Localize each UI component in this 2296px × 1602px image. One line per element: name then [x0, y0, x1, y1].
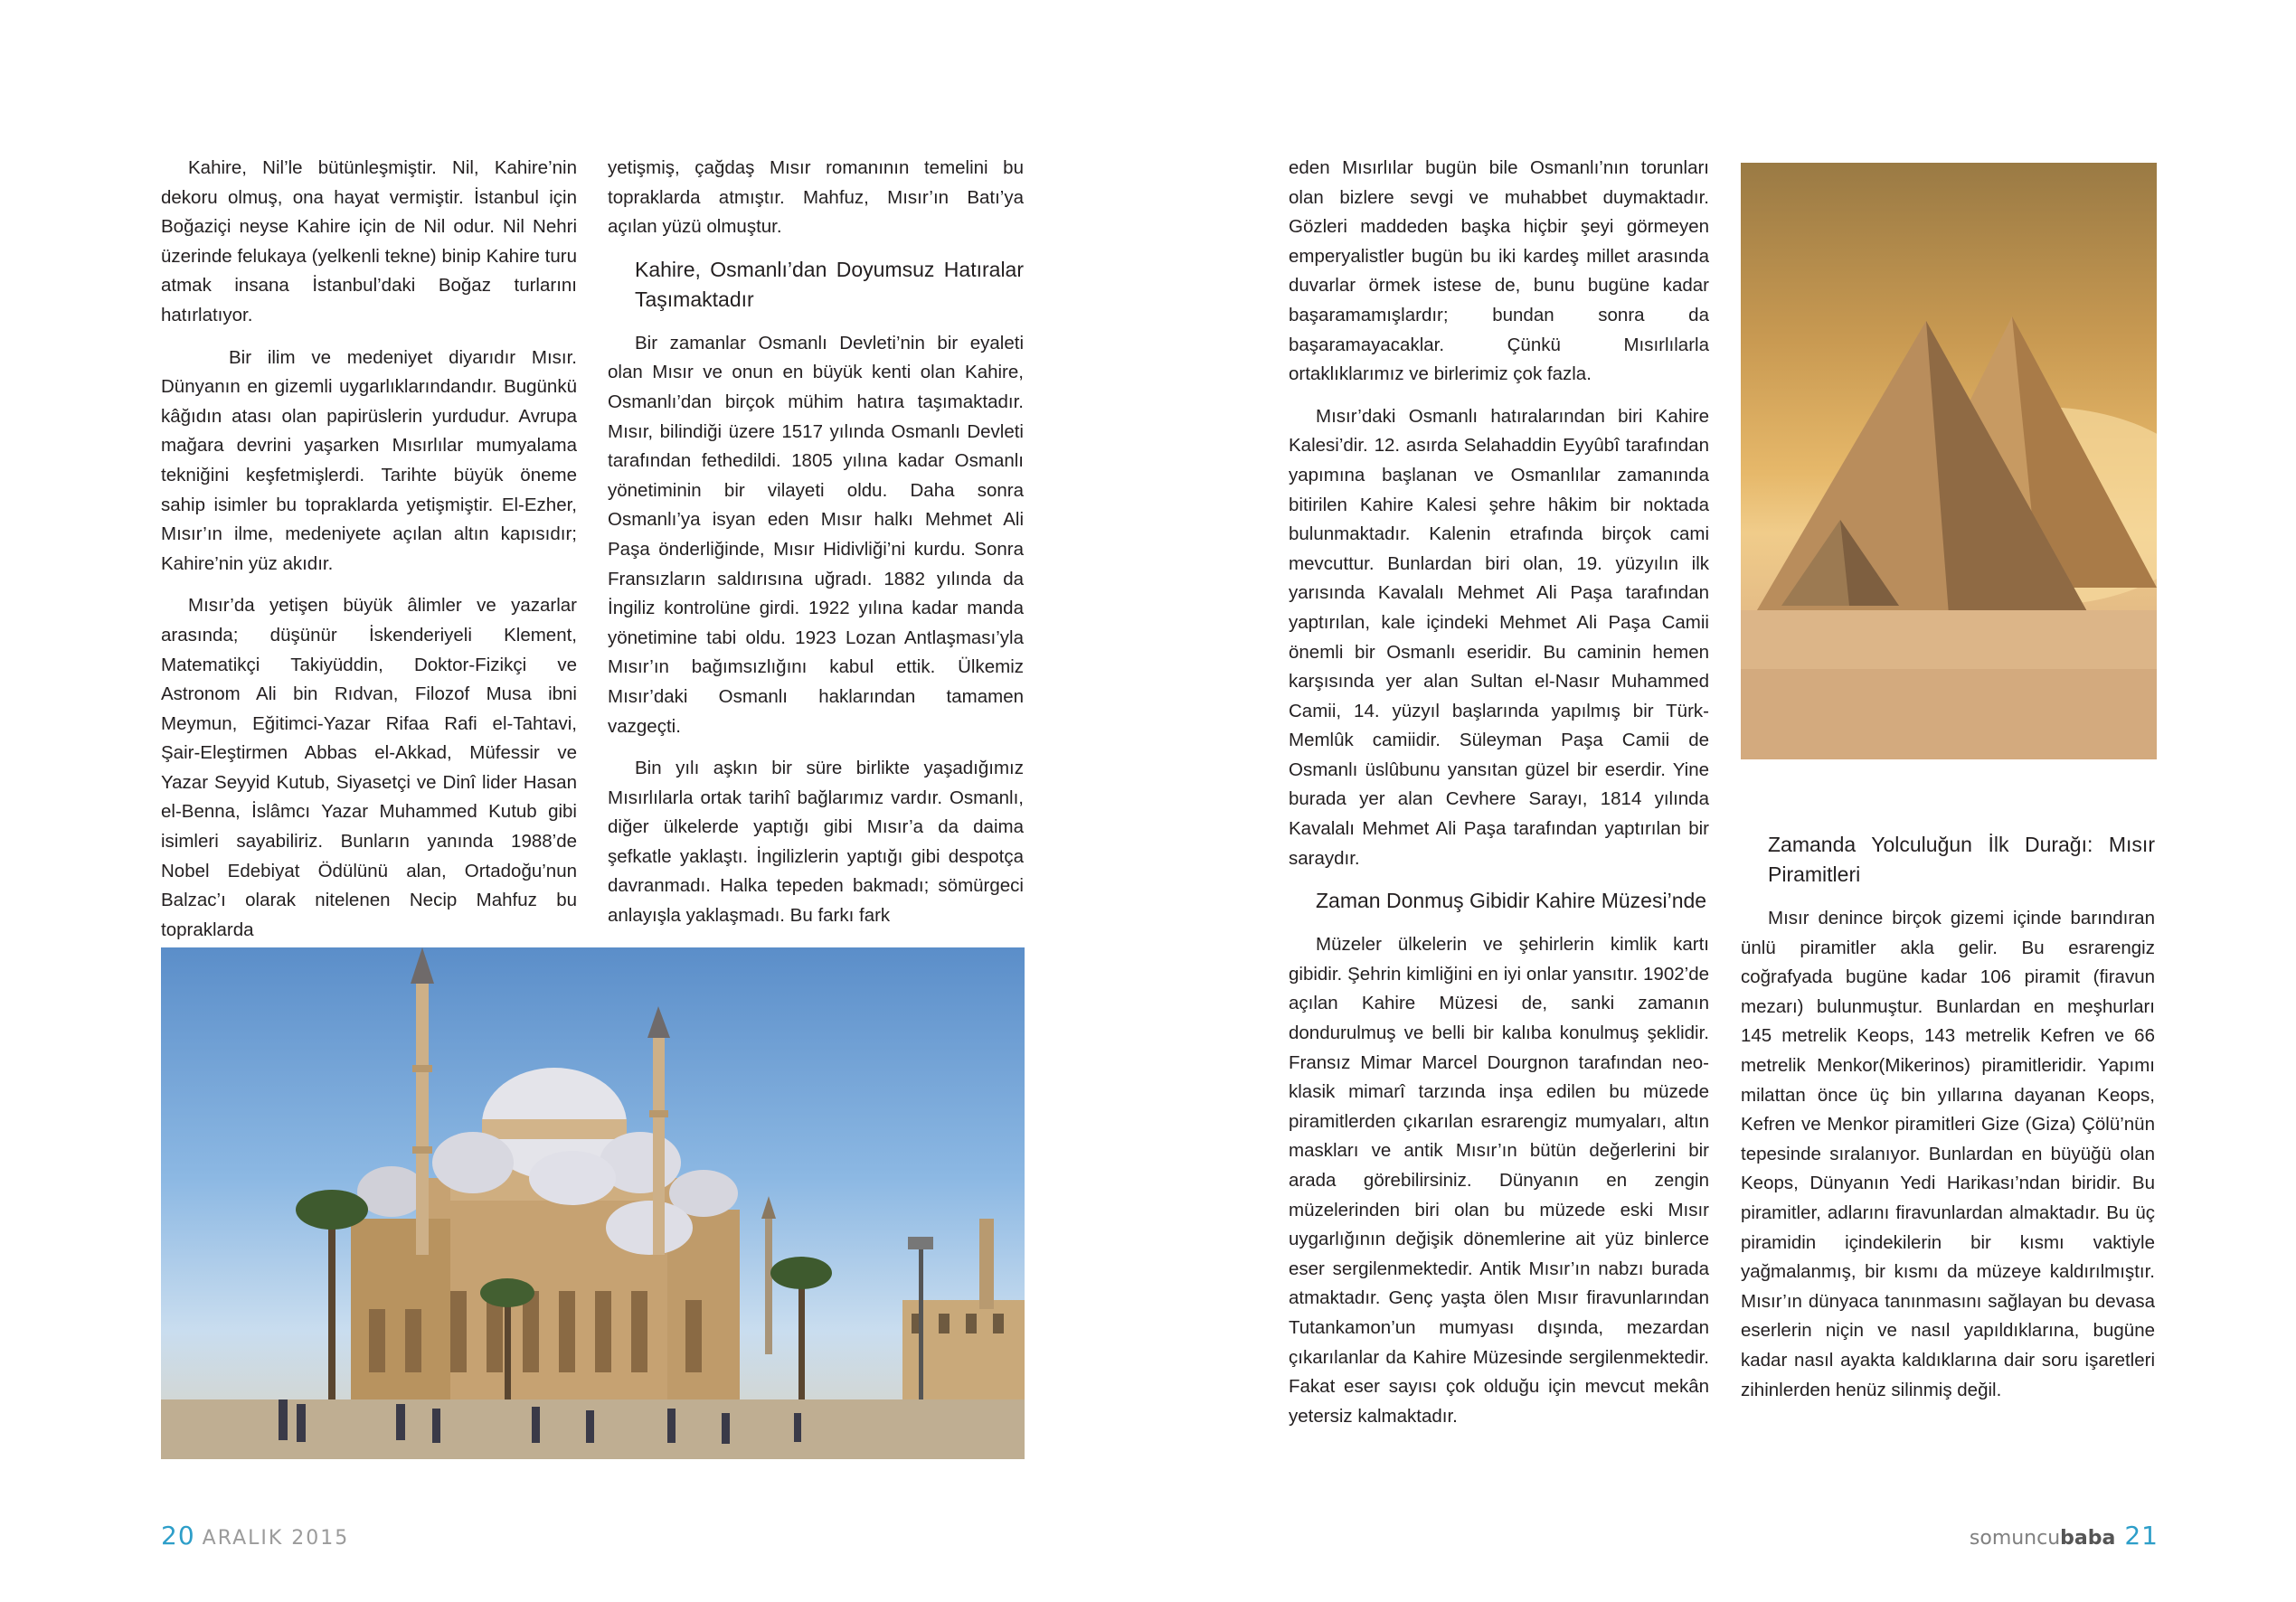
- column-4: [1741, 825, 2155, 1418]
- paragraph: Müzeler ülkelerin ve şehirlerin kimlik kartı gibidir. Şehrin kimliğini en iyi onlar yansıtır. 1902’de açılan Kahire Müzesi de, sanki zamanın dondurulmuş ve belli bir kalıba konulmuş şeklidir. Fransız Mimar Marcel Dourgnon tarafından neo-klasik mimarî tarzında inşa edilen bu müzede piramitlerden çıkarılan esrarengiz mumyaları, altın maskları ve antik Mısır’ın bütün değerlerini bir arada görebilirsiniz. Dünyanın en zengin müzelerinden biri olan bu müzede eski Mısır uygarlığının değişik dönemlerine ait yüz binlerce eser sergilenmektedir. Antik Mısır’ın nabzı burada atmaktadır. Genç yaşta ölen Mısır firavunlarından Tutankamon’un mumyası dışında, mezardan çıkarılanlar da Kahire Müzesinde sergilenmektedir. Fakat eser sayısı çok olduğu için mevcut mekân yetersiz kalmaktadır.: [1289, 934, 1709, 1427]
- mosque-illustration: [161, 947, 1025, 1459]
- paragraph: Mısır’daki Osmanlı hatıralarından biri Kahire Kalesi’dir. 12. asırda Selahaddin Eyyûbî tarafından yapımına başlanan ve Osmanlılar zamanında bitirilen Kahire Kalesi şehre hâkim bir noktada bulunmaktadır. Kalenin etrafında birçok cami mevcuttur. Bunlardan biri olan, 19. yüzyılın ilk yarısında Kavalalı Mehmet Ali Paşa tarafından yaptırılan, kale içindeki Mehmet Ali Paşa Camii önemli bir Osmanlı eseridir. Bu caminin hemen karşısında yer alan Sultan el-Nasır Muhammed Camii, 14. yüzyıl başlarında yapılmış bir Türk-Memlûk camiidir. Süleyman Paşa Camii de Osmanlı üslûbunu yansıtan güzel bir eserdir. Yine burada yer alan Cevhere Sarayı, 1814 yılında Kavalalı Mehmet Ali Paşa tarafından yaptırılan bir saraydır.: [1289, 405, 1709, 869]
- section-heading: Zamanda Yolculuğun İlk Durağı: Mısır Piramitleri: [1768, 833, 2155, 886]
- paragraph: Kahire, Nil’le bütünleşmiştir. Nil, Kahire’nin dekoru olmuş, ona hayat vermiştir. İstanbul için Boğaziçi neyse Kahire için de Nil odur. Nil Nehri üzerinde felukaya (yelkenli tekne) binip Kahire turu atmak insana İstanbul’daki Boğaz turlarını hatırlatıyor.: [161, 157, 577, 325]
- page-number: 20: [161, 1521, 195, 1550]
- paragraph: Bir ilim ve medeniyet diyarıdır Mısır. Dünyanın en gizemli uygarlıklarındandır. Bugünkü kâğıdın atası olan papirüslerin yurdudur. Avrupa mağara devrini yaşarken Mısırlılar mumyalama tekniğini keşfetmişlerdi. Tarihte büyük öneme sahip isimler bu topraklarda yetişmiştir. El-Ezher, Mısır’ın ilme, medeniyete açılan altın kapısıdır; Kahire’nin yüz akıdır.: [161, 346, 577, 574]
- paragraph: Bir zamanlar Osmanlı Devleti’nin bir eyaleti olan Mısır ve onun en büyük kenti olan Kahire, Osmanlı’dan birçok mühim hatıra taşımaktadır. Mısır, bilindiği üzere 1517 yılında Osmanlı Devleti tarafından fethedildi. 1805 yılına kadar Osmanlı yönetiminin bir vilayeti oldu. Daha sonra Osmanlı’ya isyan eden Mısır halkı Mehmet Ali Paşa önderliğinde, Mısır Hidivliği’ni kurdu. Sonra Fransızların saldırısına uğradı. 1882 yılında da İngiliz kontrolüne girdi. 1922 yılına kadar manda yönetimine tabi oldu. 1923 Lozan Antlaşması’yla Mısır’ın bağımsızlığını kabul ettik. Ülkemiz Mısır’daki Osmanlı haklarından tamamen vazgeçti.: [608, 332, 1024, 737]
- magazine-logo: [1970, 1527, 2115, 1550]
- page-number: 21: [2124, 1521, 2159, 1550]
- footer-right: [1970, 1521, 2159, 1550]
- logo-part: baba: [2060, 1527, 2116, 1550]
- section-heading: Zaman Donmuş Gibidir Kahire Müzesi’nde: [1316, 889, 1707, 913]
- issue-date: ARALIK 2015: [202, 1527, 350, 1550]
- paragraph: Mısır’da yetişen büyük âlimler ve yazarlar arasında; düşünür İskenderiyeli Klement, Matematikçi Takiyüddin, Doktor-Fizikçi ve Astronom Ali bin Rıdvan, Filozof Musa ibni Meymun, Eğitimci-Yazar Rifaa Rafi el-Tahtavi, Şair-Eleştirmen Abbas el-Akkad, Müfessir ve Yazar Seyyid Kutub, Siyasetçi ve Dinî lider Hasan el-Benna, İslâmcı Yazar Muhammed Kutub gibi isimleri sayabiliriz. Bunların yanında 1988’de Nobel Edebiyat Ödülünü alan, Ortadoğu’nun Balzac’ı olarak nitelenen Necip Mahfuz bu topraklarda: [161, 595, 577, 940]
- paragraph: Mısır denince birçok gizemi içinde barındıran ünlü piramitler akla gelir. Bu esrarengiz coğrafyada bugüne kadar 106 piramit (firavun mezarı) bulunmuştur. Bunlardan en meşhurları 145 metrelik Keops, 143 metrelik Kefren ve 66 metrelik Menkor(Mikerinos) piramitleridir. Yapımı milattan önce üç bin yıllarına dayanan Keops, Kefren ve Menkor piramitleri Gize (Giza) Çölü’nün tepesinde sıralanıyor. Bunlardan en büyüğü olan Keops, Dünyanın Yedi Harikası’ndan biridir. Bu piramitler, adlarını firavunlardan almaktadır. Bu üç piramidin içindekilerin bir kısmı vaktiyle yağmalanmış, bir kısmı da müzeye kaldırılmıştır. Mısır’ın dünyaca tanınmasını sağlayan bu devasa eserlerin niçin ve nasıl yapıldıklarına, bugüne kadar nasıl ayakta kaldıklarına dair soru işaretleri zihinlerden henüz silinmiş değil.: [1741, 908, 2155, 1400]
- column-3: [1289, 154, 1709, 1444]
- section-heading: Kahire, Osmanlı’dan Doyumsuz Hatıralar Taşımaktadır: [635, 257, 1024, 311]
- mosque-photo: [161, 947, 1025, 1459]
- pyramids-photo: [1741, 163, 2157, 759]
- paragraph: eden Mısırlılar bugün bile Osmanlı’nın torunları olan bizlere sevgi ve muhabbet duymaktadır. Gözleri maddeden başka hiçbir şeyi görmeyen emperyalistler bugün bu iki kardeş millet arasında duvarlar örmek istese de, bunu bugüne kadar başaramamışlardır; bundan sonra da başaramayacaklar. Çünkü Mısırlılarla ortaklıklarımız ve birlerimiz çok fazla.: [1289, 157, 1709, 385]
- paragraph: Bin yılı aşkın bir süre birlikte yaşadığımız Mısırlılarla ortak tarihî bağlarımız vardır. Osmanlı, diğer ülkelerde yaptığı gibi Mısır’a da daima şefkatle yaklaştı. İngilizlerin yaptığı gibi despotça davranmadı. Halka tepeden bakmadı; sömürgeci anlayışla yaklaşmadı. Bu farkı fark: [608, 758, 1024, 927]
- pyramids-illustration: [1741, 163, 2157, 759]
- footer-left: [161, 1521, 349, 1550]
- paragraph: yetişmiş, çağdaş Mısır romanının temelini bu topraklarda atmıştır. Mahfuz, Mısır’ın Batı’ya açılan yüzü olmuştur.: [608, 157, 1024, 238]
- column-2: [608, 154, 1024, 944]
- logo-part: somuncu: [1969, 1527, 2061, 1550]
- column-1: [161, 154, 577, 957]
